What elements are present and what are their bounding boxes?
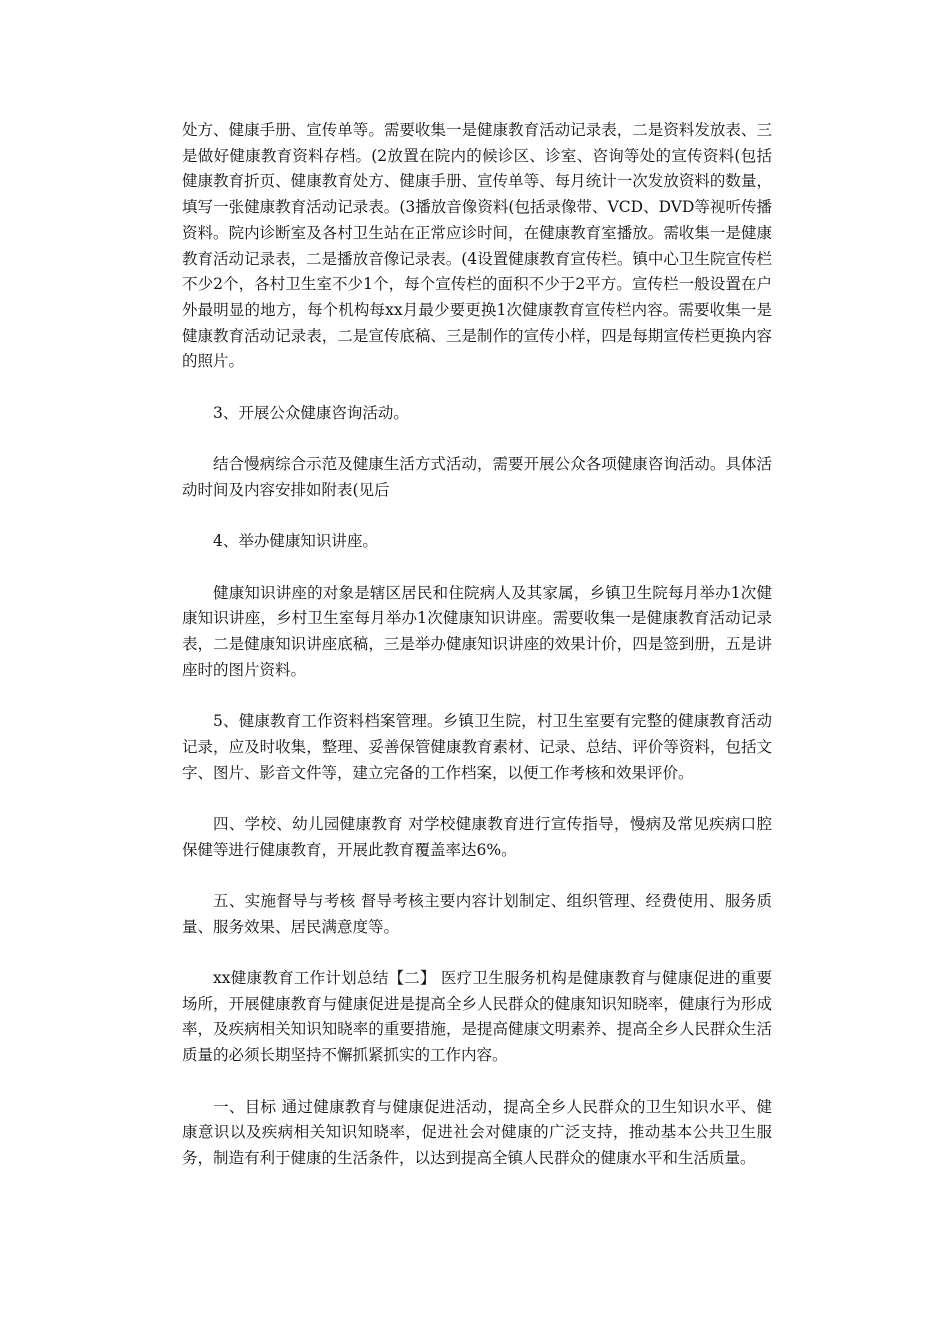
paragraph-plan-summary-two: xx健康教育工作计划总结【二】 医疗卫生服务机构是健康教育与健康促进的重要场所，开展健康教育与健康促进是提高全乡人民群众的健康知识知晓率，健康行为形成率，及疾病相关知识知晓率的重要措施，是提高健康文明素养、提高全乡人民群众生活质量的必须长期坚持不懈抓紧抓实的工作内容。 xyxy=(182,969,772,1065)
paragraph-school-health-education: 四、学校、幼儿园健康教育 对学校健康教育进行宣传指导，慢病及常见疾病口腔保健等进行健康教育，开展此教育覆盖率达6%。 xyxy=(182,814,772,859)
paragraph-supervision-assessment: 五、实施督导与考核 督导考核主要内容计划制定、组织管理、经费使用、服务质量、服务效果、居民满意度等。 xyxy=(182,891,772,936)
paragraph-health-lectures: 健康知识讲座的对象是辖区居民和住院病人及其家属，乡镇卫生院每月举办1次健康知识讲座，乡村卫生室每月举办1次健康知识讲座。需要收集一是健康教育活动记录表，二是健康知识讲座底稿，三是举办健康知识讲座的效果计价，四是签到册，五是讲座时的图片资料。 xyxy=(182,583,772,679)
heading-health-lectures: 4、举办健康知识讲座。 xyxy=(213,532,378,551)
paragraph-archive-management: 5、健康教育工作资料档案管理。乡镇卫生院，村卫生室要有完整的健康教育活动记录，应及时收集，整理、妥善保管健康教育素材、记录、总结、评价等资料，包括文字、图片、影音文件等，建立完备的工作档案，以便工作考核和效果评价。 xyxy=(182,712,772,782)
paragraph-public-consultation: 结合慢病综合示范及健康生活方式活动，需要开展公众各项健康咨询活动。具体活动时间及内容安排如附表(见后 xyxy=(182,455,772,499)
paragraph-propaganda-materials: 处方、健康手册、宣传单等。需要收集一是健康教育活动记录表，二是资料发放表、三是做好健康教育资料存档。(2放置在院内的候诊区、诊室、咨询等处的宣传资料(包括健康教育折页、健康教育处方、健康手册、宣传单等、每月统计一次发放资料的数量，填写一张健康教育活动记录表。(3播放音像资料(包括录像带、VCD、DVD等视听传播资料。院内诊断室及各村卫生站在正常应诊时间，在健康教育室播放。需收集一是健康教育活动记录表，二是播放音像记录表。(4设置健康教育宣传栏。镇中心卫生院宣传栏不少2个，各村卫生室不少1个，每个宣传栏的面积不少于2平方。宣传栏一般设置在户外最明显的地方，每个机构每xx月最少要更换1次健康教育宣传栏内容。需要收集一是健康教育活动记录表，二是宣传底稿、三是制作的宣传小样，四是每期宣传栏更换内容的照片。 xyxy=(182,121,772,371)
paragraph-objectives: 一、目标 通过健康教育与健康促进活动，提高全乡人民群众的卫生知识水平、健康意识以及疾病相关知识知晓率，促进社会对健康的广泛支持，推动基本公共卫生服务，制造有利于健康的生活条件，以达到提高全镇人民群众的健康水平和生活质量。 xyxy=(182,1097,772,1167)
heading-public-consultation: 3、开展公众健康咨询活动。 xyxy=(213,403,409,422)
document-body xyxy=(182,118,772,1197)
